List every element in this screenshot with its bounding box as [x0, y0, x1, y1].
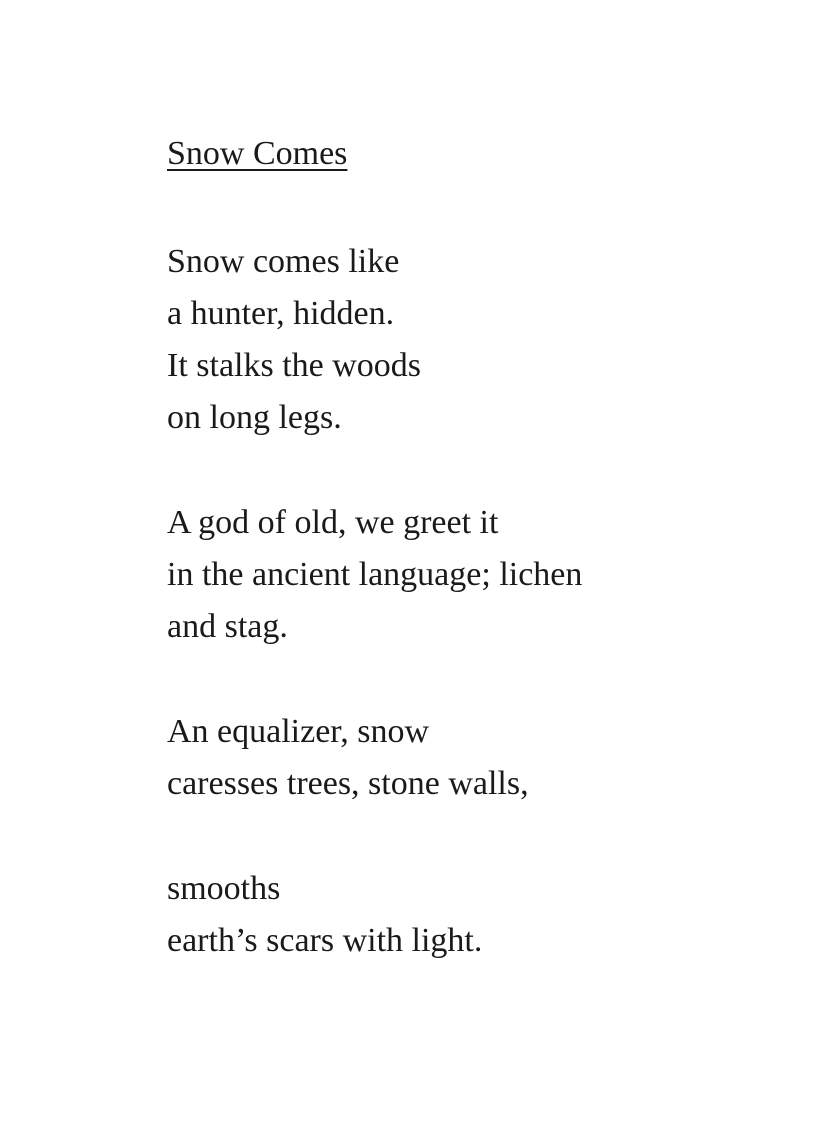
- stanza-1: [167, 236, 787, 444]
- stanza-4: [167, 863, 787, 967]
- stanza-spacer: [167, 810, 787, 863]
- poem-line: a hunter, hidden.: [167, 295, 395, 332]
- poem-line: Snow comes like: [167, 243, 400, 280]
- poem-line: earth’s scars with light.: [167, 922, 483, 959]
- poem-line: A god of old, we greet it: [167, 504, 499, 541]
- stanza-3: [167, 706, 787, 810]
- poem-line: An equalizer, snow: [167, 713, 430, 750]
- poem-line: smooths: [167, 870, 281, 907]
- poem-line: It stalks the woods: [167, 347, 422, 384]
- poem-line: in the ancient language; lichen: [167, 556, 583, 593]
- poem-title: Snow Comes: [167, 135, 348, 172]
- poem: [167, 128, 787, 967]
- stanza-spacer: [167, 653, 787, 706]
- stanza-spacer: [167, 444, 787, 497]
- stanza-2: [167, 497, 787, 653]
- poem-line: on long legs.: [167, 399, 342, 436]
- poem-line: and stag.: [167, 608, 288, 645]
- stanza-spacer: [167, 180, 787, 236]
- poem-line: caresses trees, stone walls,: [167, 765, 529, 802]
